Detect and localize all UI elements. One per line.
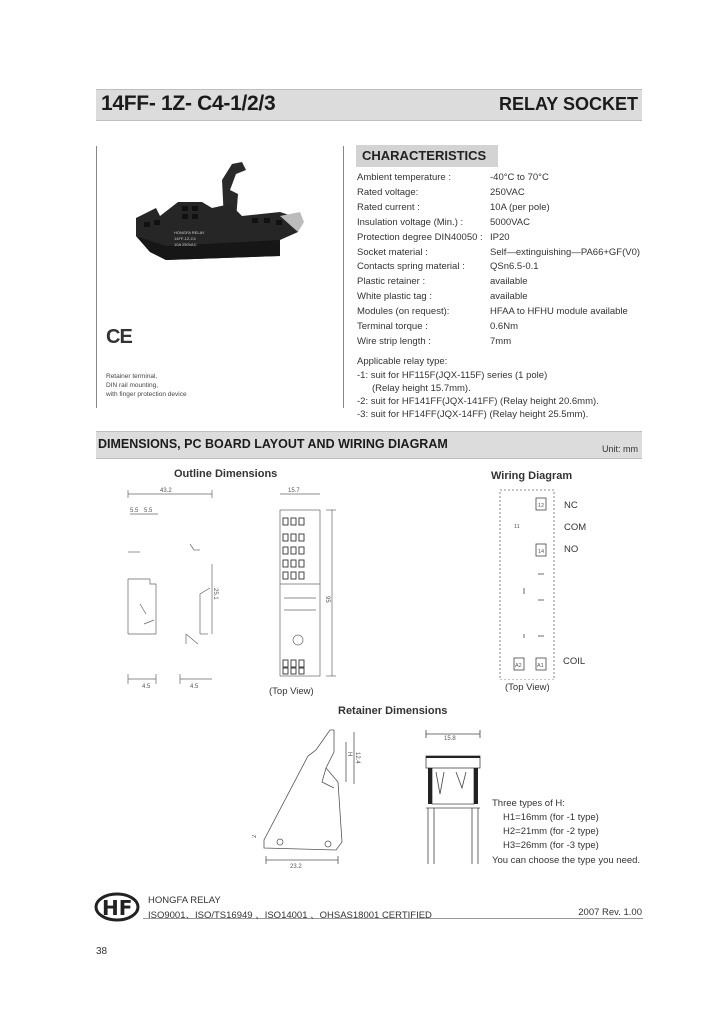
ret-dim-r: 2 [252,834,258,838]
dim-r: 4.5 [190,684,199,690]
spec-label: Terminal torque : [357,321,428,332]
spec-label: Wire strip length : [357,335,431,347]
photo-caption-3: 10A 250VAC [174,242,197,247]
footer-certs: ISO9001、ISO/TS16949 、ISO14001 、OHSAS18001 CERTIFIED [148,910,432,921]
wiring-label-nc: NC [564,500,578,511]
spec-row [357,201,550,215]
spec-row [357,231,510,245]
dim-height-2: 25.1 [212,588,218,600]
spec-row [357,335,511,349]
spec-value: IP20 [490,231,510,243]
spec-label: Rated current : [357,201,420,213]
logo-text: HF [102,896,133,920]
dim-a: 5.5 [130,508,139,514]
spec-label: Ambient temperature : [357,172,451,183]
spec-label: Plastic retainer : [357,276,426,288]
model-title: 14FF- 1Z- C4-1/2/3 [101,92,276,115]
dimensions-title: DIMENSIONS, PC BOARD LAYOUT AND WIRING DIAGRAM [98,437,448,451]
spec-value: Self—extinguishing—PA66+GF(V0) [490,246,641,258]
feature-list [106,372,187,399]
wiring-label-no: NO [564,544,579,555]
spec-value: available [490,291,528,303]
spec-label: Insulation voltage (Min.) : [357,216,464,228]
feature-1: Retainer terminal, [106,373,158,380]
photo-caption-2: 14FF-1Z-C4 [174,236,196,241]
spec-value: 10A (per pole) [490,201,550,213]
unit-label: Unit: mm [602,444,638,454]
spec-row [357,260,539,274]
spec-row [357,246,640,260]
spec-value: 5000VAC [490,216,530,228]
spec-row [357,275,528,289]
feature-2: DIN rail mounting, [106,382,159,389]
h-type-3: H3=26mm (for -3 type) [503,840,599,851]
h-type-1: H1=16mm (for -1 type) [503,812,599,823]
terminal-a1: A1 [537,663,544,669]
spec-row [357,171,549,185]
applicable-line-1b: (Relay height 15.7mm). [372,383,471,394]
spec-row [357,305,628,319]
outline-top-view-label: (Top View) [269,686,314,697]
spec-value: 7mm [490,335,512,347]
ret-dim-12: 12.4 [354,752,360,764]
applicable-line-1: -1: suit for HF115F(JQX-115F) series (1 pole) [357,370,548,381]
photo-caption-1: HONGFA RELAY [174,230,205,235]
page-number: 38 [96,946,108,957]
dim-depth: 15.7 [288,488,300,494]
spec-value: 0.6Nm [490,321,518,332]
applicable-line-3: -3: suit for HF14FF(JQX-14FF) (Relay height 25.5mm). [357,409,589,420]
terminal-12: 12 [538,503,545,509]
terminal-a2: A2 [515,663,522,669]
wiring-label-com: COM [564,522,587,533]
category-title: RELAY SOCKET [498,94,638,114]
outline-drawing [120,484,340,690]
dim-width: 43.2 [160,488,172,494]
spec-label: White plastic tag : [357,291,432,303]
wiring-drawing [498,484,558,680]
applicable-heading: Applicable relay type: [357,356,448,367]
spec-row [357,320,518,334]
wiring-top-view-label: (Top View) [505,682,550,693]
spec-value: QSn6.5-0.1 [490,261,539,273]
outline-title: Outline Dimensions [174,468,278,480]
spec-label: Protection degree DIN40050 : [357,231,483,243]
spec-value: HFAA to HFHU module available [490,306,628,318]
spec-value: 250VAC [490,186,525,198]
retainer-front-drawing [420,728,486,868]
spec-label: Contacts spring material : [357,261,465,273]
relay-socket-photo [130,160,310,270]
footer-revision: 2007 Rev. 1.00 [578,907,642,918]
ce-mark: CE [106,326,132,348]
spec-label: Rated voltage: [357,186,419,198]
retainer-title: Retainer Dimensions [338,705,448,717]
spec-row [357,216,530,230]
spec-value: available [490,276,528,288]
wiring-title: Wiring Diagram [491,470,573,482]
footer-brand: HONGFA RELAY [148,895,221,906]
h-type-2: H2=21mm (for -2 type) [503,826,599,837]
spec-row [357,290,528,304]
feature-3: with finger protection device [106,391,187,398]
h-types-heading: Three types of H: [492,798,565,809]
dim-pitch: 4.5 [142,684,151,690]
wiring-label-coil: COIL [563,656,586,667]
dim-b: 5.5 [144,508,153,514]
h-type-note: You can choose the type you need. [492,855,641,866]
ret-dim-h: H [346,752,352,757]
spec-label: Socket material : [357,246,428,258]
terminal-14: 14 [538,549,545,555]
hongfa-logo [94,892,140,922]
spec-row [357,186,525,200]
ret-dim-width: 23.2 [290,864,302,870]
dim-height: 95 [324,596,330,603]
ret-dim-top: 15.8 [444,736,456,742]
retainer-side-drawing [252,722,362,872]
spec-value: -40°C to 70°C [490,172,549,183]
terminal-11: 11 [514,524,520,530]
spec-label: Modules (on request): [357,306,450,318]
applicable-line-2: -2: suit for HF141FF(JQX-141FF) (Relay height 20.6mm). [357,396,599,407]
characteristics-title: CHARACTERISTICS [356,145,498,167]
